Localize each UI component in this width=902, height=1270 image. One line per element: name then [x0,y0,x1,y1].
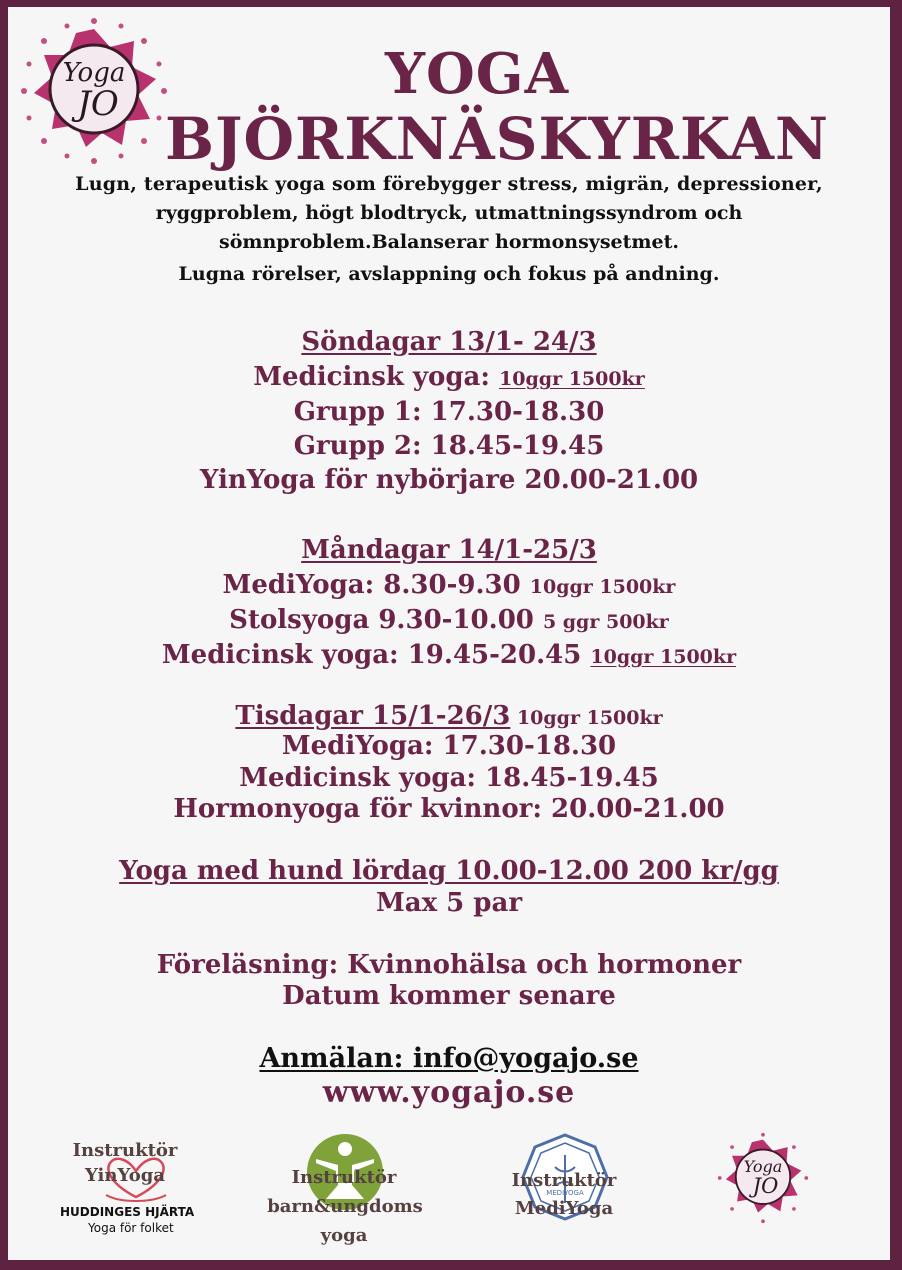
sunday-group1: Grupp 1: 17.30-18.30 [293,397,605,427]
monday-stolsyoga-label: Stolsyoga 9.30-10.00 [229,605,543,635]
sunday-medicinsk-label: Medicinsk yoga: [253,362,500,392]
badge3-line2: MediYoga [514,1198,614,1219]
dog-yoga-max: Max 5 par [375,888,523,918]
yogajo-logo [18,15,170,167]
tuesday-mediyoga: MediYoga: 17.30-18.30 [281,731,617,761]
sunday-medicinsk-line [8,362,890,392]
svg-text:JO: JO [77,84,119,124]
monday-mediyoga-price: 10ggr 1500kr [529,576,676,598]
tuesday-medicinsk: Medicinsk yoga: 18.45-19.45 [239,763,659,793]
sunday-yinyoga: YinYoga för nybörjare 20.00-21.00 [199,465,699,495]
badge2-line1: Instruktör [291,1167,397,1188]
tuesday-heading-line [8,701,890,731]
badge1-line1: Instruktör [72,1140,178,1161]
intro-line-3: sömnproblem.Balanserar hormonsysetmet. [219,231,679,253]
signup-email[interactable]: Anmälan: info@yogajo.se [259,1043,639,1074]
badge2-line2: barn&ungdoms [267,1196,423,1217]
sunday-medicinsk-price: 10ggr 1500kr [499,368,645,390]
lecture-title: Föreläsning: Kvinnohälsa och hormoner [156,950,742,980]
monday-mediyoga-line [8,570,890,600]
tuesday-hormonyoga: Hormonyoga för kvinnor: 20.00-21.00 [173,794,725,824]
seal-label: MEDIYOGA [546,1189,584,1197]
tuesday-price: 10ggr 1500kr [510,707,663,729]
svg-text:Yoga: Yoga [743,1156,783,1176]
website-link[interactable]: www.yogajo.se [322,1075,576,1110]
title-line-2: BJÖRKNÄSKYRKAN [165,105,830,173]
intro-line-2: ryggproblem, högt blodtryck, utmattningssyndrom och [155,202,743,224]
title-line-1: YOGA [385,41,570,107]
badge1-org: HUDDINGES HJÄRTA [60,1205,195,1219]
dog-yoga-heading: Yoga med hund lördag 10.00-12.00 200 kr/gg [119,856,779,886]
badge1-line2: YinYoga [85,1165,165,1186]
svg-text:Yoga: Yoga [62,58,126,88]
monday-stolsyoga-price: 5 ggr 500kr [542,611,669,633]
sunday-heading: Söndagar 13/1- 24/3 [301,327,597,357]
monday-stolsyoga-line [8,605,890,635]
badge1-tagline: Yoga för folket [88,1221,174,1235]
monday-mediyoga-label: MediYoga: 8.30-9.30 [222,570,530,600]
lecture-date: Datum kommer senare [282,981,616,1011]
badge3-line1: Instruktör [511,1170,617,1191]
badge2-line3: yoga [320,1225,368,1246]
monday-heading: Måndagar 14/1-25/3 [301,535,597,565]
svg-text:JO: JO [752,1172,779,1198]
sunday-group2: Grupp 2: 18.45-19.45 [293,431,605,461]
monday-medicinsk-price: 10ggr 1500kr [590,646,737,668]
yogajo-logo-small [716,1131,810,1225]
intro-line-4: Lugna rörelser, avslappning och fokus på andning. [178,263,720,285]
intro-line-1: Lugn, terapeutisk yoga som förebygger stress, migrän, depressioner, [75,173,823,195]
tuesday-heading: Tisdagar 15/1-26/3 [235,701,511,731]
monday-medicinsk-line [8,640,890,670]
monday-medicinsk-label: Medicinsk yoga: 19.45-20.45 [161,640,591,670]
flyer-page [8,7,890,1260]
